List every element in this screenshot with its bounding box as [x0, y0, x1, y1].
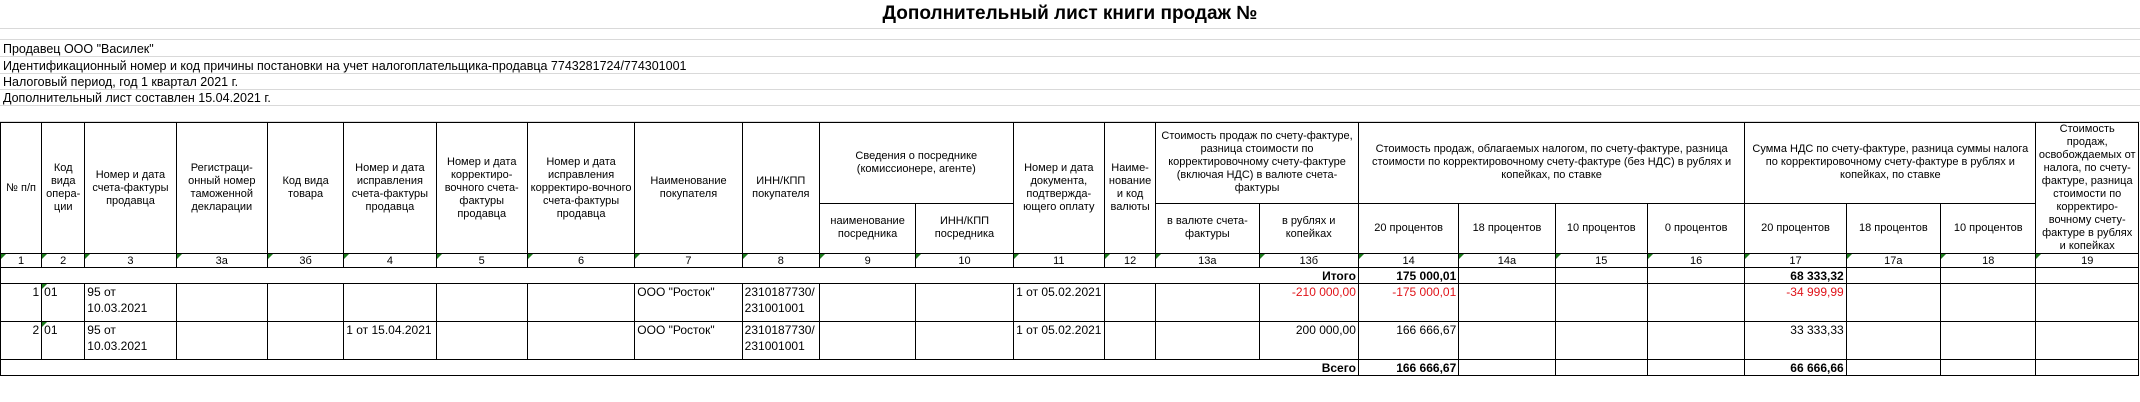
itogo-label: Итого	[1, 268, 1359, 284]
empty-cell	[1104, 284, 1155, 322]
column-number: 11	[1013, 254, 1104, 268]
header-intermediary-name: наименование посредника	[819, 203, 915, 253]
row-number: 1	[1, 284, 42, 322]
column-number: 10	[916, 254, 1013, 268]
empty-cell	[1156, 284, 1259, 322]
header-operation-code: Код вида опера-ции	[42, 123, 85, 254]
column-number: 15	[1555, 254, 1647, 268]
vsego-row	[1, 360, 2139, 376]
header-buyer-inn: ИНН/КПП покупателя	[742, 123, 819, 254]
empty-cell	[1846, 284, 1940, 322]
column-number: 5	[436, 254, 527, 268]
taxable-20-cell: 166 666,67	[1358, 322, 1458, 360]
buyer-inn-cell: 2310187730/ 231001001	[742, 322, 819, 360]
empty-cell	[527, 322, 634, 360]
header-vat-18: 18 процентов	[1846, 203, 1940, 253]
column-number: 17	[1745, 254, 1846, 268]
seller-inn-line: Идентификационный номер и код причины постановки на учет налогоплательщика-продавца 7743281724/774301001	[3, 59, 687, 73]
page-title: Дополнительный лист книги продаж №	[882, 3, 1258, 24]
header-taxable-sales: Стоимость продаж, облагаемых налогом, по счету-фактуре, разница стоимости по корректировочному счету-фактуре (без НДС) в рублях и копейках, по ставке	[1358, 123, 1744, 204]
header-payment-doc: Номер и дата документа, подтвержда-ющего оплату	[1013, 123, 1104, 254]
empty-cell	[2036, 360, 2139, 376]
empty-cell	[1846, 268, 1940, 284]
column-number: 16	[1647, 254, 1744, 268]
empty-cell	[1555, 268, 1647, 284]
column-number: 18	[1941, 254, 2036, 268]
header-taxable-0: 0 процентов	[1647, 203, 1744, 253]
column-number: 8	[742, 254, 819, 268]
header-vat-10: 10 процентов	[1941, 203, 2036, 253]
empty-cell	[2036, 284, 2139, 322]
table-row	[1, 322, 2139, 360]
column-number: 3б	[267, 254, 343, 268]
empty-cell	[1941, 322, 2036, 360]
empty-cell	[1647, 322, 1744, 360]
header-taxable-10: 10 процентов	[1555, 203, 1647, 253]
empty-cell	[1647, 268, 1744, 284]
header-sales-rub: в рублях и копейках	[1259, 203, 1358, 253]
header-vat-20: 20 процентов	[1745, 203, 1846, 253]
vsego-label: Всего	[1, 360, 1359, 376]
operation-code: 01	[42, 322, 85, 360]
column-number: 12	[1104, 254, 1155, 268]
header-buyer-name: Наименование покупателя	[635, 123, 742, 254]
vat-20-cell: 33 333,33	[1745, 322, 1846, 360]
column-number: 14	[1358, 254, 1458, 268]
header-taxable-18: 18 процентов	[1459, 203, 1555, 253]
header-customs-declaration: Регистраци-онный номер таможенной декларации	[176, 123, 267, 254]
empty-cell	[1647, 284, 1744, 322]
operation-code: 01	[42, 284, 85, 322]
empty-cell	[1647, 360, 1744, 376]
header-correction-invoice: Номер и дата корректиро-вочного счета-фактуры продавца	[436, 123, 527, 254]
column-number: 13б	[1259, 254, 1358, 268]
column-number-row	[1, 254, 2139, 268]
column-number: 9	[819, 254, 915, 268]
taxable-20-cell: -175 000,01	[1358, 284, 1458, 322]
column-number: 14а	[1459, 254, 1555, 268]
header-intermediary-inn: ИНН/КПП посредника	[916, 203, 1013, 253]
header-currency: Наиме-нование и код валюты	[1104, 123, 1155, 254]
empty-cell	[1846, 360, 1940, 376]
empty-cell	[267, 284, 343, 322]
payment-doc-cell: 1 от 05.02.2021	[1013, 284, 1104, 322]
column-number: 1	[1, 254, 42, 268]
empty-cell	[1104, 322, 1155, 360]
itogo-taxable-20: 175 000,01	[1358, 268, 1458, 284]
column-number: 2	[42, 254, 85, 268]
invoice-cell: 95 от 10.03.2021	[85, 322, 176, 360]
empty-cell	[2036, 268, 2139, 284]
header-exempt-sales: Стоимость продаж, освобождаемых от налога, по счету-фактуре, разница стоимости по корректиро-вочному счету-фактуре в рублях и копейках	[2036, 123, 2139, 254]
empty-cell	[916, 322, 1013, 360]
payment-doc-cell: 1 от 05.02.2021	[1013, 322, 1104, 360]
tax-period-line: Налоговый период, год 1 квартал 2021 г.	[3, 75, 239, 89]
header-taxable-20: 20 процентов	[1358, 203, 1458, 253]
empty-cell	[819, 322, 915, 360]
buyer-inn-cell: 2310187730/ 231001001	[742, 284, 819, 322]
seller-line: Продавец ООО "Василек"	[3, 42, 154, 56]
column-number: 13а	[1156, 254, 1259, 268]
header-invoice: Номер и дата счета-фактуры продавца	[85, 123, 176, 254]
vsego-taxable-20: 166 666,67	[1358, 360, 1458, 376]
column-number: 7	[635, 254, 742, 268]
row-number: 2	[1, 322, 42, 360]
column-number: 3	[85, 254, 176, 268]
empty-cell	[1459, 284, 1555, 322]
header-goods-code: Код вида товара	[267, 123, 343, 254]
empty-cell	[819, 284, 915, 322]
sales-book-table	[0, 122, 2139, 376]
empty-cell	[176, 322, 267, 360]
header-invoice-fix: Номер и дата исправления счета-фактуры продавца	[344, 123, 436, 254]
itogo-vat-20: 68 333,32	[1745, 268, 1846, 284]
invoice-fix-cell: 1 от 15.04.2021	[344, 322, 436, 360]
header-correction-fix: Номер и дата исправления корректиро-вочного счета-фактуры продавца	[527, 123, 634, 254]
empty-cell	[1941, 284, 2036, 322]
empty-cell	[1555, 284, 1647, 322]
sales-rub-cell: 200 000,00	[1259, 322, 1358, 360]
empty-cell	[1459, 322, 1555, 360]
header-row-number: № п/п	[1, 123, 42, 254]
header-vat-amount: Сумма НДС по счету-фактуре, разница суммы налога по корректировочному счету-фактуре в рублях и копейках, по ставке	[1745, 123, 2036, 204]
empty-cell	[1459, 360, 1555, 376]
header-sales-total: Стоимость продаж по счету-фактуре, разница стоимости по корректировочному счету-фактуре (включая НДС) в валюте счета-фактуры	[1156, 123, 1359, 204]
column-number: 6	[527, 254, 634, 268]
empty-cell	[2036, 322, 2139, 360]
empty-cell	[1156, 322, 1259, 360]
vat-20-cell: -34 999,99	[1745, 284, 1846, 322]
empty-cell	[1459, 268, 1555, 284]
empty-cell	[1941, 360, 2036, 376]
invoice-cell: 95 от 10.03.2021	[85, 284, 176, 322]
empty-cell	[527, 284, 634, 322]
buyer-name-cell: ООО "Росток"	[635, 284, 742, 322]
invoice-fix-cell	[344, 284, 436, 322]
empty-cell	[267, 322, 343, 360]
empty-cell	[1555, 360, 1647, 376]
empty-cell	[916, 284, 1013, 322]
buyer-name-cell: ООО "Росток"	[635, 322, 742, 360]
table-row	[1, 284, 2139, 322]
header-sales-currency: в валюте счета-фактуры	[1156, 203, 1259, 253]
column-number: 3а	[176, 254, 267, 268]
empty-cell	[1941, 268, 2036, 284]
column-number: 19	[2036, 254, 2139, 268]
vsego-vat-20: 66 666,66	[1745, 360, 1846, 376]
compiled-date-line: Дополнительный лист составлен 15.04.2021 г.	[3, 91, 271, 105]
empty-cell	[436, 284, 527, 322]
itogo-row	[1, 268, 2139, 284]
sales-rub-cell: -210 000,00	[1259, 284, 1358, 322]
column-number: 17а	[1846, 254, 1940, 268]
empty-cell	[1846, 322, 1940, 360]
empty-cell	[1555, 322, 1647, 360]
empty-cell	[436, 322, 527, 360]
header-intermediary: Сведения о посреднике (комиссионере, агенте)	[819, 123, 1013, 204]
empty-cell	[176, 284, 267, 322]
column-number: 4	[344, 254, 436, 268]
